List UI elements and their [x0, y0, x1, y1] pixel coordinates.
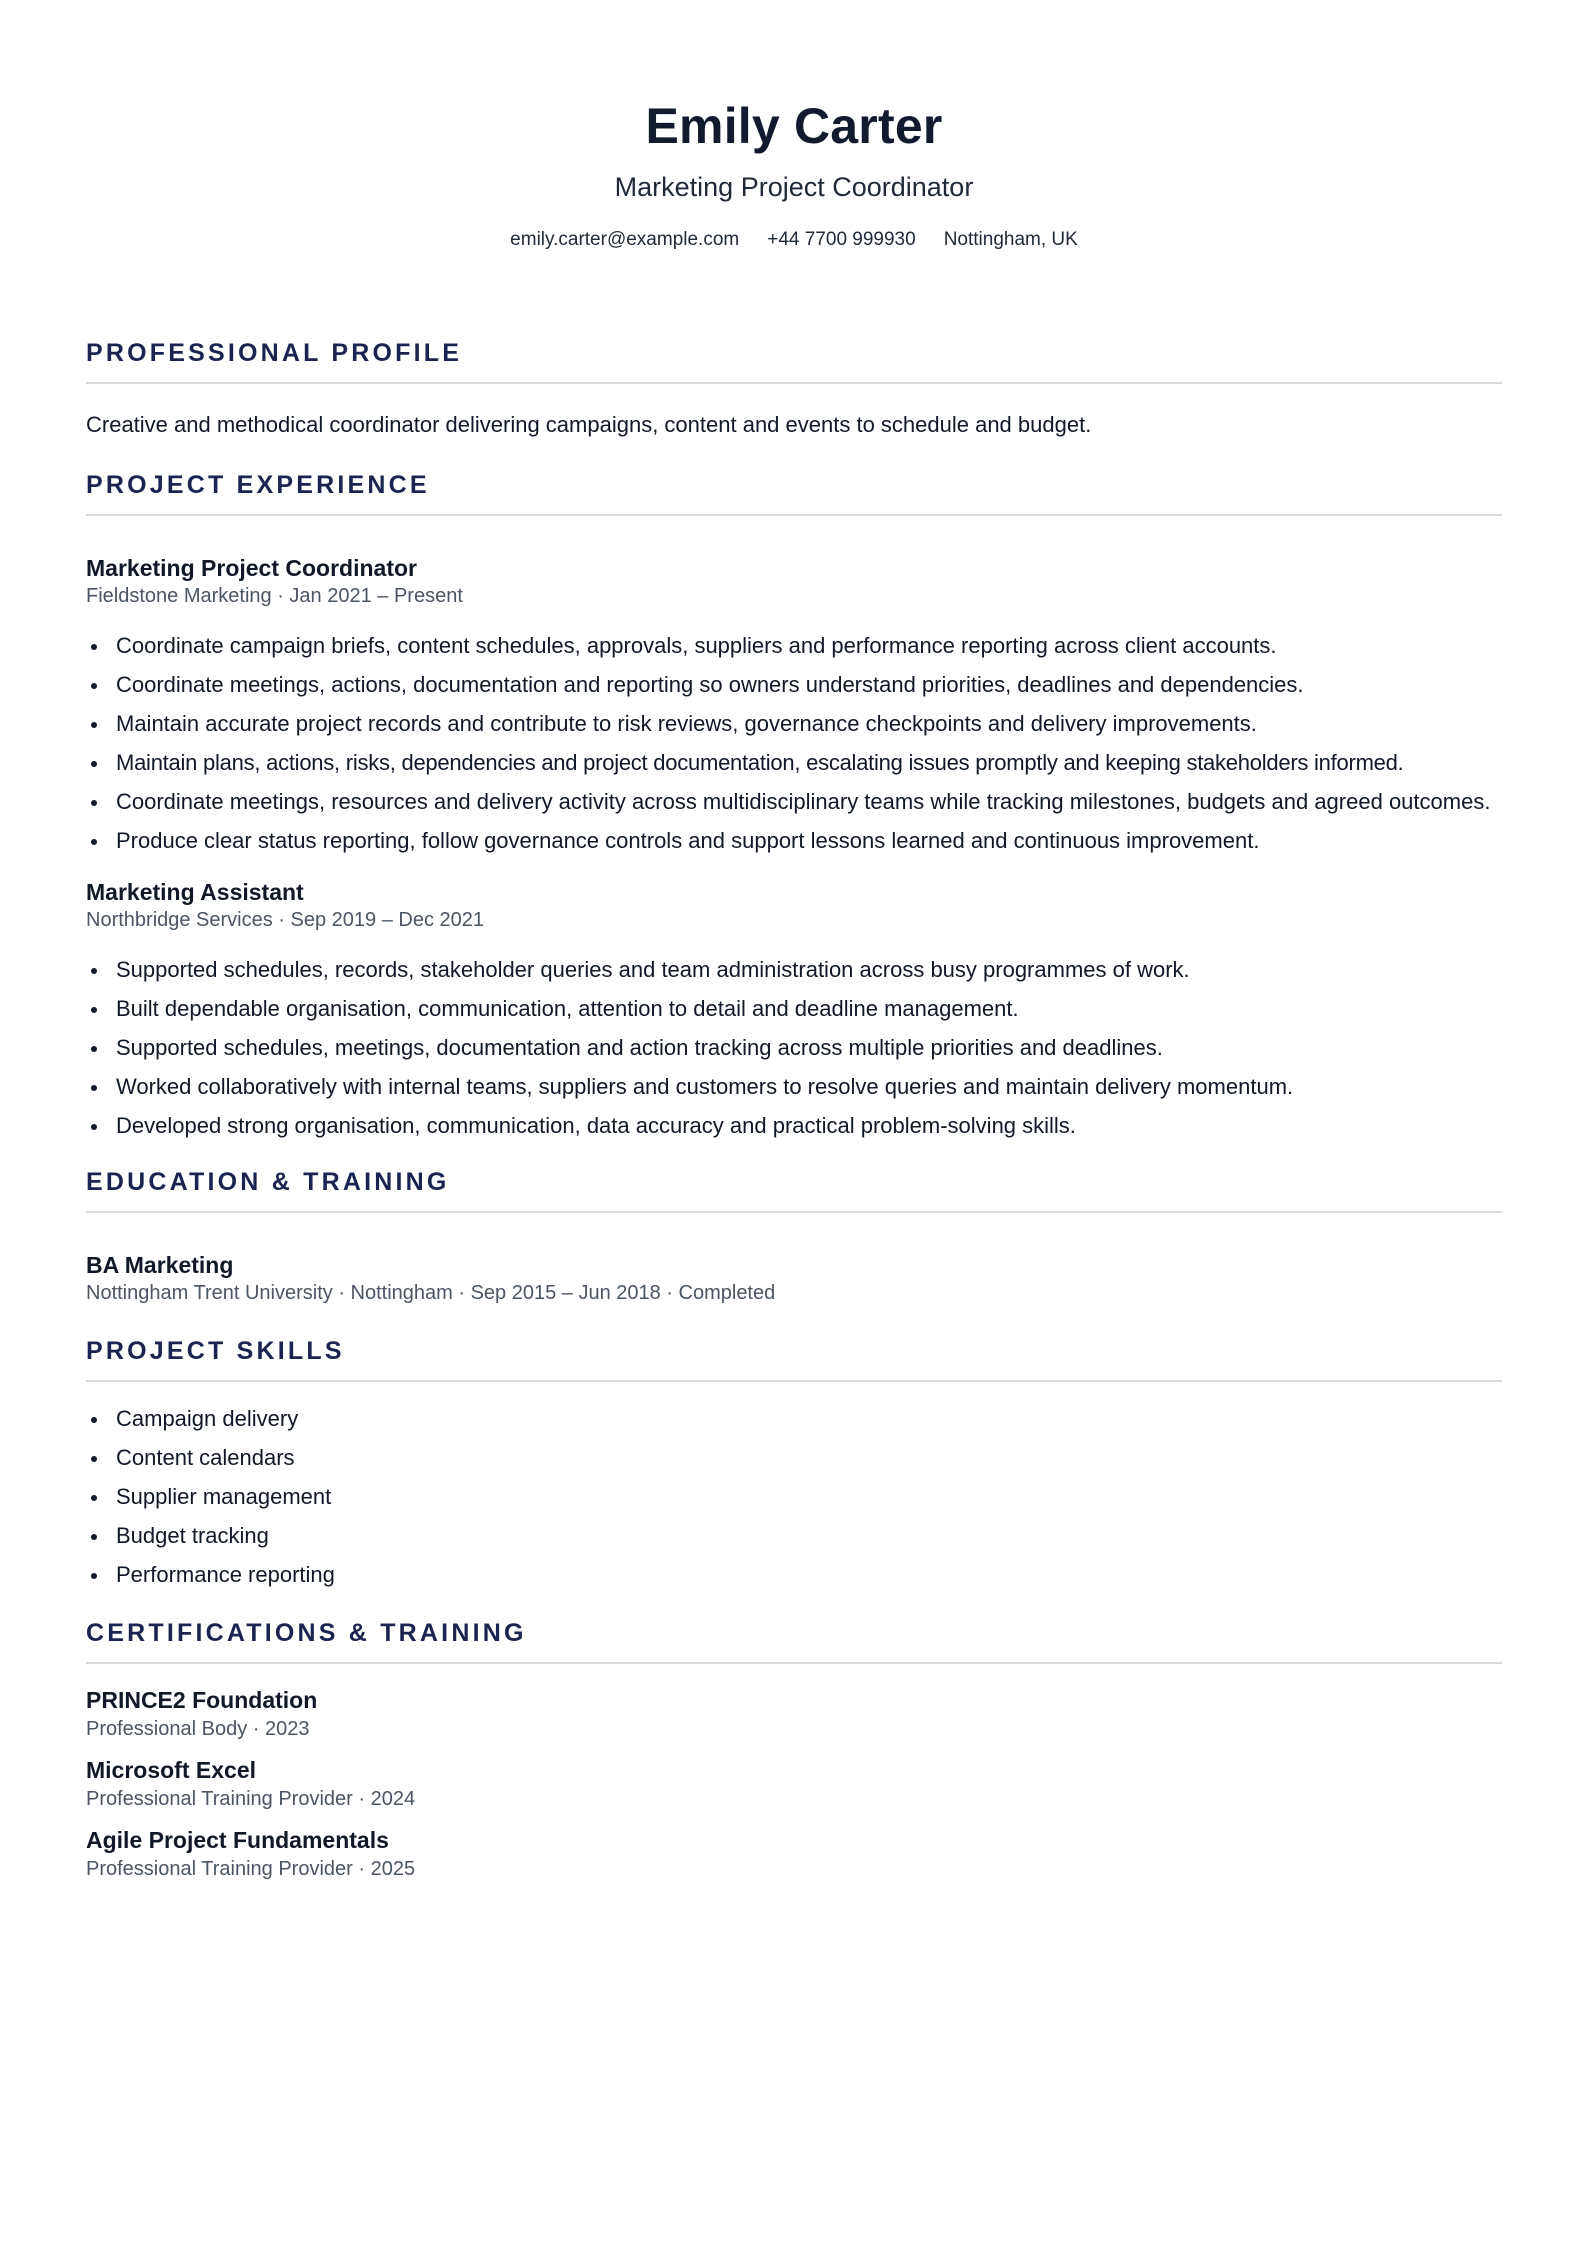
certifications-list	[86, 1686, 1502, 1882]
certification-entry	[86, 1826, 1502, 1882]
skill-item: Supplier management	[86, 1482, 1502, 1512]
job-bullet: Produce clear status reporting, follow governance controls and support lessons learned and continuous improvement.	[86, 826, 1502, 856]
section-certifications	[86, 1618, 1502, 1882]
section-title-certifications: CERTIFICATIONS & TRAINING	[86, 1618, 1502, 1664]
certification-meta: Professional Training Provider · 2025	[86, 1858, 416, 1880]
section-profile	[86, 338, 1502, 440]
skill-item: Performance reporting	[86, 1560, 1502, 1590]
job-entry	[86, 878, 1502, 1141]
job-bullet: Supported schedules, meetings, documentation and action tracking across multiple priorities and deadlines.	[86, 1033, 1502, 1063]
job-bullet: Supported schedules, records, stakeholder queries and team administration across busy programmes of work.	[86, 955, 1502, 985]
section-title-education: EDUCATION & TRAINING	[86, 1167, 1502, 1213]
education-entry	[86, 1251, 1502, 1306]
certification-title: Agile Project Fundamentals	[86, 1827, 389, 1853]
candidate-name: Emily Carter	[645, 98, 943, 154]
education-meta: Nottingham Trent University · Nottingham · Sep 2015 – Jun 2018 · Completed	[86, 1282, 776, 1304]
contact-location: Nottingham, UK	[943, 229, 1078, 250]
section-education	[86, 1167, 1502, 1306]
job-bullets	[86, 631, 1502, 856]
skill-item: Budget tracking	[86, 1521, 1502, 1551]
skill-item: Campaign delivery	[86, 1404, 1502, 1434]
job-bullet: Built dependable organisation, communication, attention to detail and deadline management.	[86, 994, 1502, 1024]
job-title: Marketing Project Coordinator	[86, 555, 417, 581]
job-bullet: Maintain accurate project records and contribute to risk reviews, governance checkpoints and delivery improvements.	[86, 709, 1502, 739]
skills-list	[86, 1404, 1502, 1590]
certification-meta: Professional Training Provider · 2024	[86, 1788, 416, 1810]
section-experience	[86, 470, 1502, 1141]
job-bullet: Coordinate campaign briefs, content schedules, approvals, suppliers and performance reporting across client accounts.	[86, 631, 1502, 661]
certification-entry	[86, 1756, 1502, 1812]
section-title-skills: PROJECT SKILLS	[86, 1336, 1502, 1382]
certification-title: Microsoft Excel	[86, 1757, 256, 1783]
job-entry	[86, 554, 1502, 856]
job-bullet: Developed strong organisation, communication, data accuracy and practical problem-solving skills.	[86, 1111, 1502, 1141]
job-bullet: Coordinate meetings, actions, documentation and reporting so owners understand priorities, deadlines and dependencies.	[86, 670, 1502, 700]
job-meta: Northbridge Services · Sep 2019 – Dec 2021	[86, 909, 485, 931]
job-title: Marketing Assistant	[86, 879, 304, 905]
job-bullet: Maintain plans, actions, risks, dependencies and project documentation, escalating issues promptly and keeping stakeholders informed.	[86, 748, 1502, 778]
section-title-experience: PROJECT EXPERIENCE	[86, 470, 1502, 516]
certification-meta: Professional Body · 2023	[86, 1718, 310, 1740]
job-bullet: Worked collaboratively with internal teams, suppliers and customers to resolve queries and maintain delivery momentum.	[86, 1072, 1502, 1102]
contact-phone: +44 7700 999930	[767, 229, 916, 250]
certification-title: PRINCE2 Foundation	[86, 1687, 318, 1713]
job-bullet: Coordinate meetings, resources and delivery activity across multidisciplinary teams while tracking milestones, budgets and agreed outcomes.	[86, 787, 1502, 817]
candidate-headline: Marketing Project Coordinator	[614, 172, 974, 202]
section-skills	[86, 1336, 1502, 1590]
resume-header	[86, 0, 1502, 252]
job-bullets	[86, 955, 1502, 1141]
contact-line	[86, 228, 1502, 252]
certification-entry	[86, 1686, 1502, 1742]
job-meta: Fieldstone Marketing · Jan 2021 – Present	[86, 585, 463, 607]
skill-item: Content calendars	[86, 1443, 1502, 1473]
education-title: BA Marketing	[86, 1252, 234, 1278]
contact-email: emily.carter@example.com	[510, 229, 740, 250]
profile-summary: Creative and methodical coordinator delivering campaigns, content and events to schedule and budget.	[86, 412, 1092, 437]
section-title-profile: PROFESSIONAL PROFILE	[86, 338, 1502, 384]
